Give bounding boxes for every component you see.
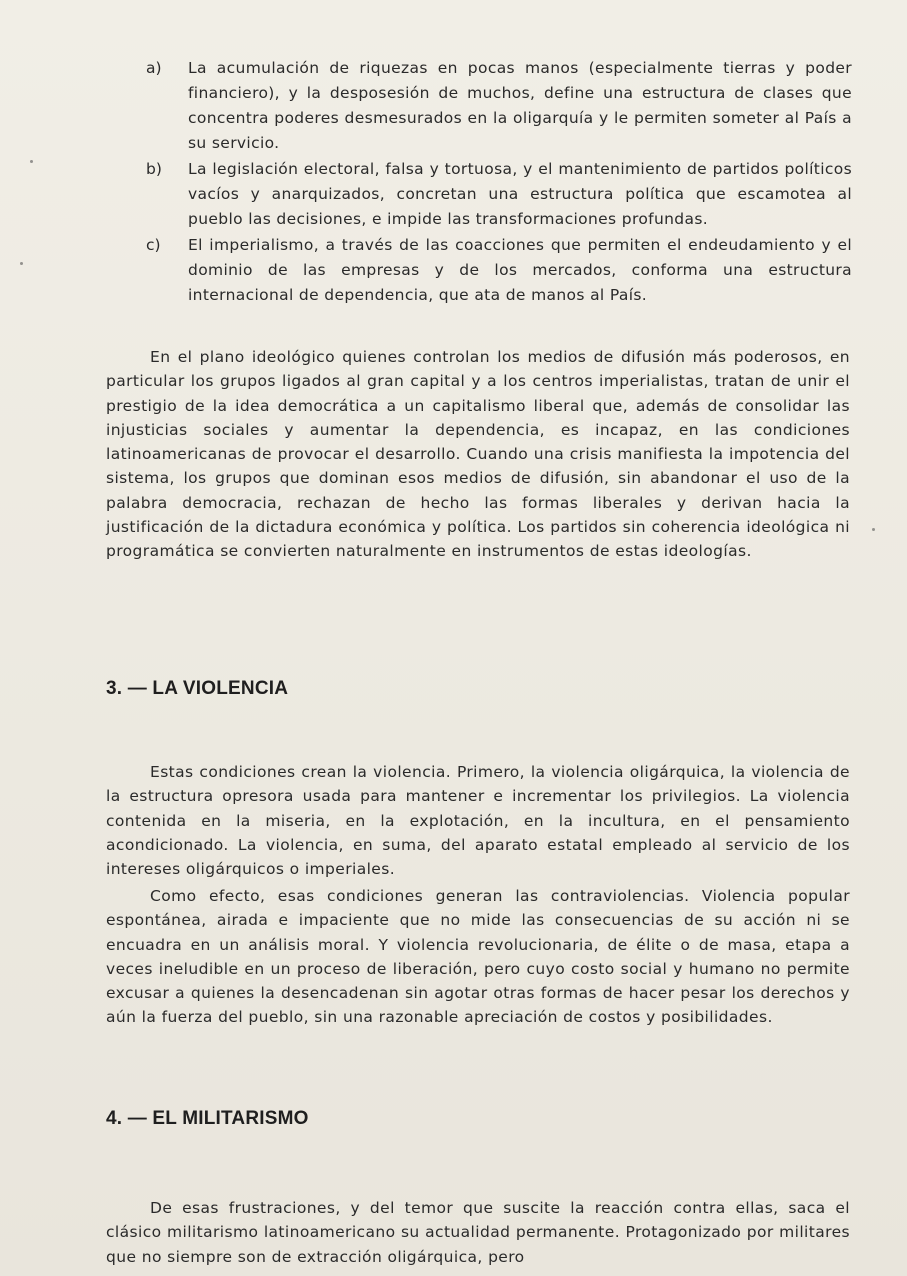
list-marker: b) [146, 160, 162, 178]
list-item-text: El imperialismo, a través de las coacciones que permiten el endeudamiento y el dominio de las empresas y de los mercados, conforma una estructura internacional de dependencia, que ata de manos al País. [188, 236, 852, 304]
list-item [146, 56, 852, 156]
list-marker: a) [146, 59, 162, 77]
list-item-text: La acumulación de riquezas en pocas manos (especialmente tierras y poder financiero), y la desposesión de muchos, define una estructura de clases que concentra poderes desmesurados en la oligarquía y le permiten someter al País a su servicio. [188, 59, 852, 152]
paper-speck [30, 160, 33, 163]
list-item [146, 233, 852, 308]
paper-speck [20, 262, 23, 265]
ideological-paragraph: En el plano ideológico quienes controlan los medios de difusión más poderosos, en particular los grupos ligados al gran capital y a los centros imperialistas, tratan de unir el prestigio de la idea democrática a un capitalismo liberal que, además de consolidar las injusticias sociales y aumentar la dependencia, es incapaz, en las condiciones latinoamericanas de provocar el desarrollo. Cuando una crisis manifiesta la impotencia del sistema, los grupos que dominan esos medios de difusión, sin abandonar el uso de la palabra democracia, rechazan de hecho las formas liberales y derivan hacia la justificación de la dictadura económica y política. Los partidos sin coherencia ideológica ni programática se convierten naturalmente en instrumentos de estas ideologías. [106, 348, 850, 561]
violencia-paragraph-2: Como efecto, esas condiciones generan las contraviolencias. Violencia popular espontánea, airada e impaciente que no mide las consecuencias de su acción ni se encuadra en un análisis moral. Y violencia revolucionaria, de élite o de masa, etapa a veces ineludible en un proceso de liberación, pero cuyo costo social y humano no permite excusar a quienes la desencadenan sin agotar otras formas de hacer pesar los derechos y aún la fuerza del pueblo, sin una razonable apreciación de costos y posibilidades. [106, 887, 850, 1027]
paper-speck [872, 528, 875, 531]
list-marker: c) [146, 236, 161, 254]
violencia-paragraph-1: Estas condiciones crean la violencia. Primero, la violencia oligárquica, la violencia de la estructura opresora usada para mantener e incrementar los privilegios. La violencia contenida en la miseria, en la explotación, en la incultura, en el pensamiento acondicionado. La violencia, en suma, del aparato estatal empleado al servicio de los intereses oligárquicos o imperiales. [106, 763, 850, 879]
section-heading-violencia: 3. — LA VIOLENCIA [106, 678, 289, 699]
conditions-list [146, 56, 852, 309]
list-item [146, 157, 852, 232]
list-item-text: La legislación electoral, falsa y tortuosa, y el mantenimiento de partidos políticos vacíos y anarquizados, concretan una estructura política que escamotea al pueblo las decisiones, e impide las transformaciones profundas. [188, 160, 852, 228]
section-heading-militarismo: 4. — EL MILITARISMO [106, 1108, 309, 1129]
militarismo-paragraph-1: De esas frustraciones, y del temor que suscite la reacción contra ellas, saca el clásico militarismo latinoamericano su actualidad permanente. Protagonizado por militares que no siempre son de extracción oligárquica, pero [106, 1199, 850, 1266]
